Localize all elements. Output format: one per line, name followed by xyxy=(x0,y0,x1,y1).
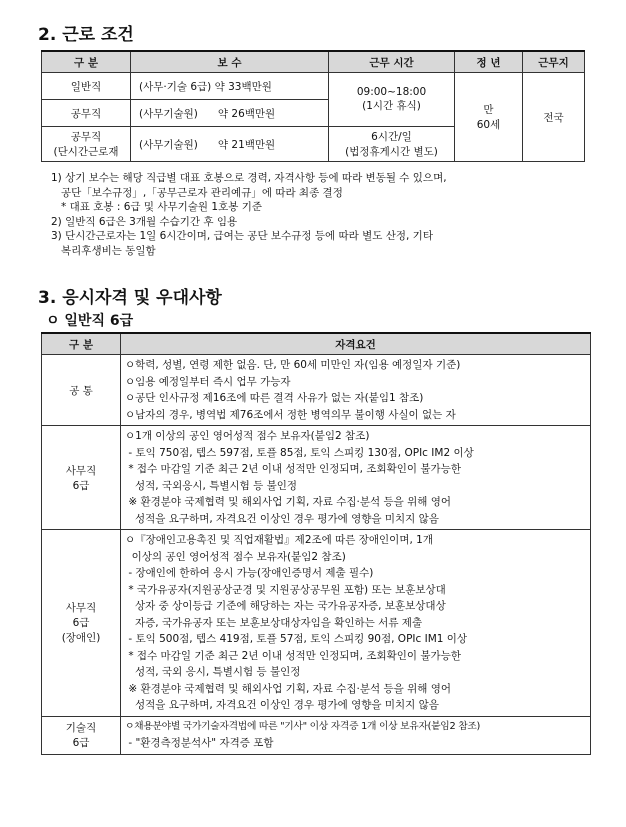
req-line: ㅇ남자의 경우, 병역법 제76조에서 정한 병역의무 불이행 사실이 없는 자 xyxy=(125,408,456,421)
office-disabled-label-line2: 6급 xyxy=(72,617,90,630)
hours-full-break: (1시간 휴식) xyxy=(362,100,421,112)
req-line: - 토익 750점, 텝스 597점, 토플 85점, 토익 스피킹 130점, OPIc IM2 이상 xyxy=(125,446,474,459)
req-line: ㅇ학력, 성별, 연령 제한 없음. 단, 만 60세 미만인 자(임용 예정일자 기준) xyxy=(125,359,461,371)
tech-label-line1: 기술직 xyxy=(65,722,97,734)
location-cell: 전국 xyxy=(523,73,585,162)
req-line: - 토익 500점, 텝스 419점, 토플 57점, 토익 스피킹 90점, OPIc IM1 이상 xyxy=(125,633,468,645)
work-conditions-table xyxy=(41,50,585,162)
row-public-category: 공무직 xyxy=(42,100,131,127)
qual-header-requirements: 자격요건 xyxy=(121,333,591,355)
header-pay: 보 수 xyxy=(131,51,329,73)
note-line: 2) 일반직 6급은 3개월 수습기간 후 임용 xyxy=(51,215,238,228)
req-line: ㅇ공단 인사규정 제16조에 따른 결격 사유가 없는 자(붙임1 참조) xyxy=(125,392,424,404)
note-line: 복리후생비는 동일함 xyxy=(51,244,156,257)
req-line: ※ 환경분야 국제협력 및 해외사업 기획, 자료 수집·분석 등을 위해 영어 xyxy=(125,682,452,695)
section2-title: 2. 근로 조건 xyxy=(38,25,134,45)
office-disabled-label xyxy=(42,530,121,717)
office-disabled-label-line1: 사무직 xyxy=(65,602,97,615)
req-line: ㅇ임용 예정일부터 즉시 업무 가능자 xyxy=(125,375,291,388)
req-line: 성적, 국외응시, 특별시험 등 불인정 xyxy=(125,479,298,492)
req-line: ㅇ채용분야별 국가기술자격법에 따른 "기사" 이상 자격증 1개 이상 보유자(붙임2 참조) xyxy=(125,720,481,732)
tech-requirements xyxy=(121,716,591,754)
note-line: 공단「보수규정」,「공무근로자 관리예규」에 따라 최종 결정 xyxy=(51,186,343,199)
hours-part-break: (법정휴게시간 별도) xyxy=(345,146,438,158)
req-line: 자증, 국가유공자 또는 보훈보상대상자임을 확인하는 서류 제출 xyxy=(125,616,423,629)
req-line: ㅇ『장애인고용촉진 및 직업재활법』제2조에 따른 장애인이며, 1개 xyxy=(125,534,433,546)
section3-title: 3. 응시자격 및 우대사항 xyxy=(38,288,222,308)
common-label: 공 통 xyxy=(42,355,121,426)
hours-full xyxy=(329,73,455,127)
req-line: * 접수 마감일 기준 최근 2년 이내 성적만 인정되며, 조회확인이 불가능한 xyxy=(125,649,461,662)
retirement-cell xyxy=(455,73,523,162)
row-parttime-pay: (사무기술원) 약 21백만원 xyxy=(131,127,329,162)
tech-label xyxy=(42,716,121,754)
header-hours: 근무 시간 xyxy=(329,51,455,73)
parttime-category-line1: 공무직 xyxy=(70,131,102,143)
note-line: 1) 상기 보수는 해당 직급별 대표 호봉으로 경력, 자격사항 등에 따라 변동될 수 있으며, xyxy=(51,172,447,184)
parttime-category-line2: (단시간근로재 xyxy=(53,146,119,158)
row-general-pay: (사무·기술 6급) 약 33백만원 xyxy=(131,73,329,100)
hours-part-time: 6시간/일 xyxy=(371,131,412,143)
office-label xyxy=(42,426,121,530)
note-line: * 대표 호봉 : 6급 및 사무기술원 1호봉 기준 xyxy=(51,201,263,213)
req-line: - 장애인에 한하여 응시 가능(장애인증명서 제출 필수) xyxy=(125,567,374,579)
qual-header-category: 구 분 xyxy=(42,333,121,355)
office-label-line1: 사무직 xyxy=(65,464,97,477)
note-line: 3) 단시간근로자는 1일 6시간이며, 급여는 공단 보수규정 등에 따라 별도 산정, 기타 xyxy=(51,230,433,242)
req-line: 성적, 국외 응시, 특별시험 등 불인정 xyxy=(125,666,301,678)
row-parttime-category xyxy=(42,127,131,162)
office-disabled-requirements xyxy=(121,530,591,717)
req-line: * 접수 마감일 기준 최근 2년 이내 성적만 인정되며, 조회확인이 불가능한 xyxy=(125,463,461,475)
office-requirements xyxy=(121,426,591,530)
retirement-line1: 만 xyxy=(483,104,494,116)
office-label-line2: 6급 xyxy=(72,479,90,492)
req-line: ※ 환경분야 국제협력 및 해외사업 기획, 자료 수집·분석 등을 위해 영어 xyxy=(125,496,452,508)
header-location: 근무지 xyxy=(523,51,585,73)
section2-notes xyxy=(51,171,591,258)
header-retirement: 정 년 xyxy=(455,51,523,73)
office-disabled-label-line3: (장애인) xyxy=(61,632,101,645)
tech-label-line2: 6급 xyxy=(72,737,90,749)
row-public-pay: (사무기술원) 약 26백만원 xyxy=(131,100,329,127)
req-line: 성적을 요구하며, 자격요건 이상인 경우 평가에 영향을 미치지 않음 xyxy=(125,512,439,525)
row-general-category: 일반직 xyxy=(42,73,131,100)
common-requirements xyxy=(121,355,591,426)
req-line: - "환경측정분석사" 자격증 포함 xyxy=(125,737,274,749)
section3-subtitle: ㅇ 일반직 6급 xyxy=(46,313,134,329)
req-line: 성적을 요구하며, 자격요건 이상인 경우 평가에 영향을 미치지 않음 xyxy=(125,699,439,711)
req-line: 이상의 공인 영어성적 점수 보유자(붙임2 참조) xyxy=(125,550,346,563)
hours-part xyxy=(329,127,455,162)
hours-full-time: 09:00~18:00 xyxy=(356,86,427,98)
req-line: ㅇ1개 이상의 공인 영어성적 점수 보유자(붙임2 참조) xyxy=(125,430,370,442)
retirement-line2: 60세 xyxy=(476,119,501,131)
req-line: 상자 중 상이등급 기준에 해당하는 자는 국가유공자증, 보훈보상대상 xyxy=(125,600,446,612)
qualifications-table xyxy=(41,332,591,755)
header-category: 구 분 xyxy=(42,51,131,73)
req-line: * 국가유공자(지원공상군경 및 지원공상공무원 포함) 또는 보훈보상대 xyxy=(125,583,446,596)
